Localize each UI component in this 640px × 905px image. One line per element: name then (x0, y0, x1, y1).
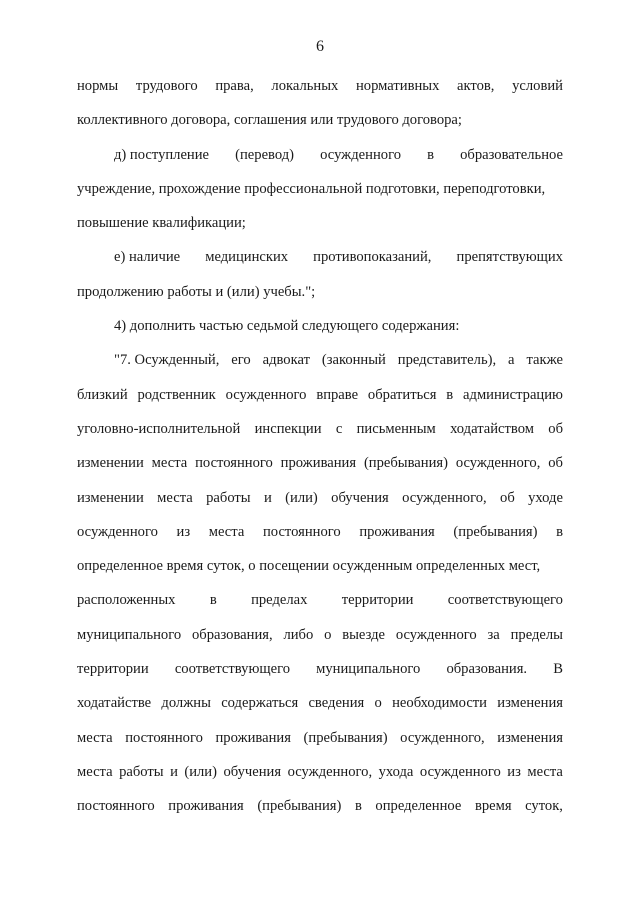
document-body (77, 73, 563, 828)
word: пределы (510, 626, 563, 643)
word: д) поступление (114, 146, 210, 163)
word: осужденного (419, 763, 501, 780)
word: трудового (135, 78, 198, 94)
word: администрацию (463, 386, 563, 403)
word: (законный (321, 352, 386, 369)
word: работы (119, 763, 164, 780)
text-line-7: продолжению работы и (или) учебы."; (77, 283, 316, 300)
word: близкий (77, 386, 128, 403)
word: осужденного (225, 386, 307, 403)
word: о (374, 695, 382, 712)
text-line-12 (77, 450, 563, 484)
word: нормативных (355, 78, 440, 94)
word: образования, (191, 626, 273, 643)
word: адвокат (262, 352, 310, 369)
word: а (508, 352, 515, 369)
word: с (335, 420, 343, 437)
word: места (157, 489, 193, 506)
word: в (446, 386, 454, 403)
word: постоянного (77, 798, 155, 815)
word: содержаться (221, 695, 299, 712)
text-line-3 (77, 142, 563, 176)
text-line-1 (77, 73, 563, 107)
text-line-18 (77, 656, 563, 690)
text-line-22 (77, 793, 563, 827)
word: (или) (184, 763, 217, 780)
word: осужденного, (400, 729, 485, 746)
word: муниципального (77, 626, 182, 643)
word: из (176, 523, 191, 540)
word: постоянного (262, 523, 341, 540)
text-line-9 (77, 347, 563, 381)
text-line-6 (77, 244, 563, 278)
word: осужденного, (455, 455, 541, 472)
word: соответствующего (447, 592, 563, 609)
word: за (487, 626, 500, 643)
word: осужденного (395, 626, 477, 643)
word: работы (206, 489, 251, 506)
word: проживания (359, 523, 435, 540)
text-line-20 (77, 725, 563, 759)
word: (пребывания) (257, 798, 342, 815)
word: осужденного (320, 146, 401, 163)
word: либо (283, 626, 314, 643)
text-line-13 (77, 485, 563, 519)
word: актов, (457, 78, 495, 94)
word: родственник (137, 386, 216, 403)
word: права, (215, 78, 254, 94)
text-line-17 (77, 622, 563, 656)
word: локальных (271, 78, 339, 94)
word: места (77, 763, 113, 780)
word: об (500, 489, 515, 506)
word: сведения (308, 695, 365, 712)
word: время (474, 798, 512, 815)
text-line-2: коллективного договора, соглашения или трудового договора; (77, 112, 462, 129)
word: в (556, 523, 563, 540)
word: осужденного (77, 523, 158, 540)
word: уходе (528, 489, 563, 506)
word: должны (161, 695, 211, 712)
word: препятствующих (456, 249, 563, 266)
word: расположенных (77, 592, 176, 609)
word: проживания (280, 455, 357, 472)
word: необходимости (392, 695, 487, 712)
word: образовательное (460, 146, 563, 163)
word: соответствующего (174, 661, 290, 678)
word: территории (77, 661, 149, 678)
word: инспекции (254, 420, 322, 437)
word: изменения (497, 729, 563, 746)
word: обучения (223, 763, 282, 780)
word: ходатайстве (77, 695, 152, 712)
word: проживания (215, 729, 291, 746)
word: (перевод) (235, 146, 295, 163)
word: изменения (497, 695, 563, 712)
word: из (507, 763, 521, 780)
word: образования. (446, 661, 528, 678)
word: в (427, 146, 435, 163)
text-line-10 (77, 382, 563, 416)
word: осужденного, (287, 763, 373, 780)
word: выезде (342, 626, 385, 643)
text-line-11 (77, 416, 563, 450)
word: места (77, 729, 113, 746)
text-line-19 (77, 690, 563, 724)
word: определенное (375, 798, 462, 815)
word: медицинских (205, 249, 289, 266)
word: обратиться (367, 386, 437, 403)
word: также (526, 352, 563, 369)
word: (пребывания) (363, 455, 448, 472)
page-number: 6 (316, 38, 324, 55)
word: ходатайством (450, 420, 534, 437)
word: муниципального (316, 661, 421, 678)
word: уголовно-исполнительной (77, 420, 241, 437)
text-line-8: 4) дополнить частью седьмой следующего содержания: (114, 318, 460, 335)
word: и (170, 763, 178, 780)
word: "7. Осужденный, (114, 352, 220, 369)
word: о (324, 626, 332, 643)
word: е) наличие (114, 249, 181, 266)
word: и (263, 489, 272, 506)
word: противопоказаний, (313, 249, 432, 266)
word: представитель), (397, 352, 497, 369)
word: В (553, 661, 563, 678)
word: изменении (77, 455, 144, 472)
word: территории (341, 592, 414, 609)
word: (пребывания) (303, 729, 388, 746)
word: его (231, 352, 251, 369)
word: постоянного (195, 455, 273, 472)
word: нормы (77, 78, 119, 94)
word: (или) (285, 489, 318, 506)
text-line-15: определенное время суток, о посещении осужденным определенных мест, (77, 558, 541, 575)
word: места (527, 763, 563, 780)
word: обучения (331, 489, 389, 506)
word: суток, (525, 798, 563, 815)
text-line-21 (77, 759, 563, 793)
word: проживания (168, 798, 244, 815)
word: осужденного, (402, 489, 487, 506)
word: изменении (77, 489, 144, 506)
text-line-4: учреждение, прохождение профессиональной подготовки, переподготовки, (77, 180, 546, 197)
word: об (548, 455, 563, 472)
word: места (208, 523, 245, 540)
text-line-14 (77, 519, 563, 553)
word: об (548, 420, 563, 437)
text-line-5: повышение квалификации; (77, 215, 246, 232)
word: в (354, 798, 362, 815)
word: вправе (316, 386, 359, 403)
word: условий (512, 78, 563, 94)
word: письменным (356, 420, 436, 437)
word: пределах (251, 592, 308, 609)
word: (пребывания) (453, 523, 538, 540)
word: места (151, 455, 188, 472)
word: в (209, 592, 217, 609)
text-line-16 (77, 587, 563, 621)
word: постоянного (125, 729, 203, 746)
word: ухода (378, 763, 414, 780)
